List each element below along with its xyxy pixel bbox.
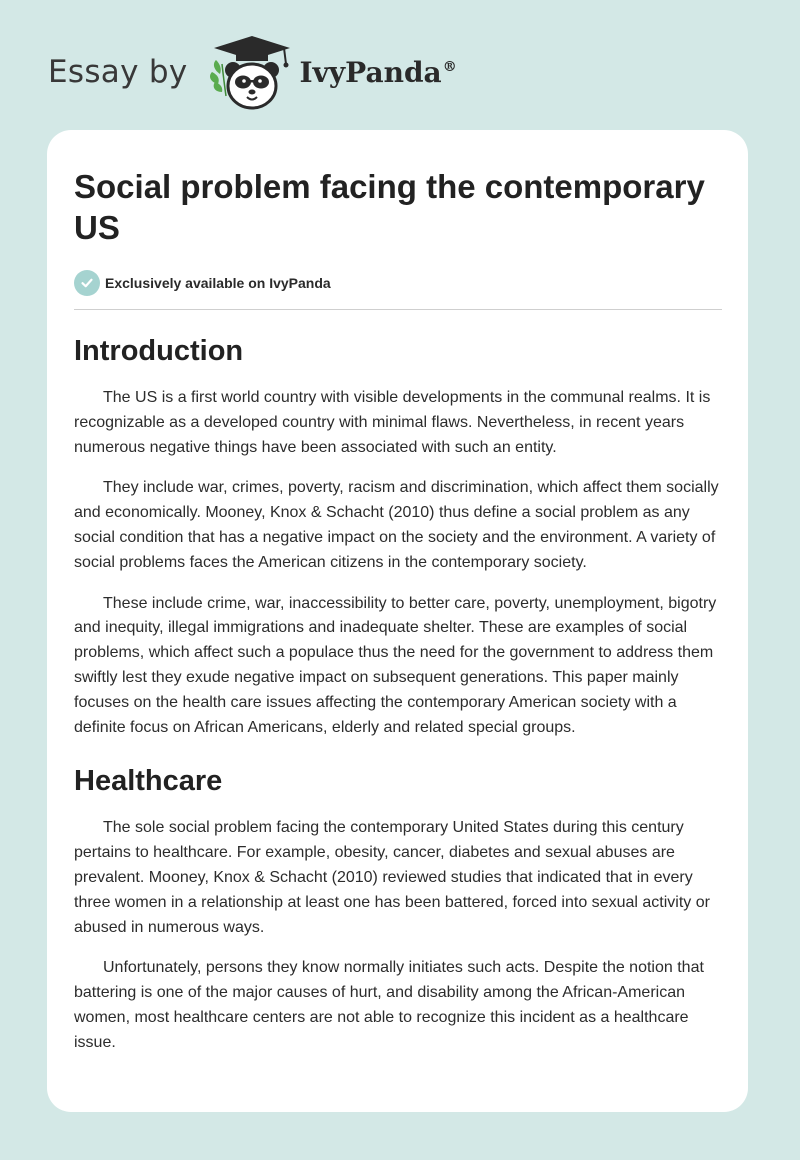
- essay-card: [47, 130, 748, 1112]
- registered-mark: ®: [442, 59, 457, 76]
- site-header: [48, 34, 457, 114]
- panda-logo-icon[interactable]: [206, 34, 298, 114]
- paragraph: These include crime, war, inaccessibility to better care, poverty, unemployment, bigotry and inequity, illegal immigrations and inadequate shelter. These are examples of social problems, which affect such a populace thus the need for the government to address them swiftly lest they exude negative impact on subsequent generations. This paper mainly focuses on the health care issues affecting the contemporary American society with a definite focus on African Americans, elderly and related special groups.: [74, 594, 717, 736]
- essay-title: Social problem facing the contemporary US: [74, 168, 705, 246]
- paragraph: The sole social problem facing the contemporary United States during this century pertains to healthcare. For example, obesity, cancer, diabetes and sexual abuses are prevalent. Mooney, Knox & Schacht (2010) reviewed studies that indicated that in every three women in a relationship at least one has been battered, forced into sexual activity or abused in numerous ways.: [74, 819, 710, 936]
- paragraph: Unfortunately, persons they know normally initiates such acts. Despite the notion that battering is one of the major causes of hurt, and disability among the African-American women, most healthcare centers are not able to recognize this incident as a healthcare issue.: [74, 959, 704, 1051]
- brand-name[interactable]: IvyPanda®: [299, 55, 457, 89]
- essay-by-label: Essay by: [48, 54, 188, 90]
- exclusive-label: Exclusively available on IvyPanda: [105, 275, 331, 291]
- exclusive-badge: [74, 269, 722, 297]
- paragraph: They include war, crimes, poverty, racism and discrimination, which affect them socially and economically. Mooney, Knox & Schacht (2010) thus define a social problem as any social condition that has a negative impact on the society and the environment. A variety of social problems faces the American citizens in the contemporary society.: [74, 479, 719, 571]
- check-circle-icon: [74, 270, 100, 296]
- section-heading-healthcare: Healthcare: [74, 765, 223, 798]
- title-divider: [74, 309, 722, 310]
- paragraph: The US is a first world country with visible developments in the communal realms. It is recognizable as a developed country with minimal flaws. Nevertheless, in recent years numerous negative things have been associated with such an entity.: [74, 389, 711, 456]
- section-heading-introduction: Introduction: [74, 335, 244, 367]
